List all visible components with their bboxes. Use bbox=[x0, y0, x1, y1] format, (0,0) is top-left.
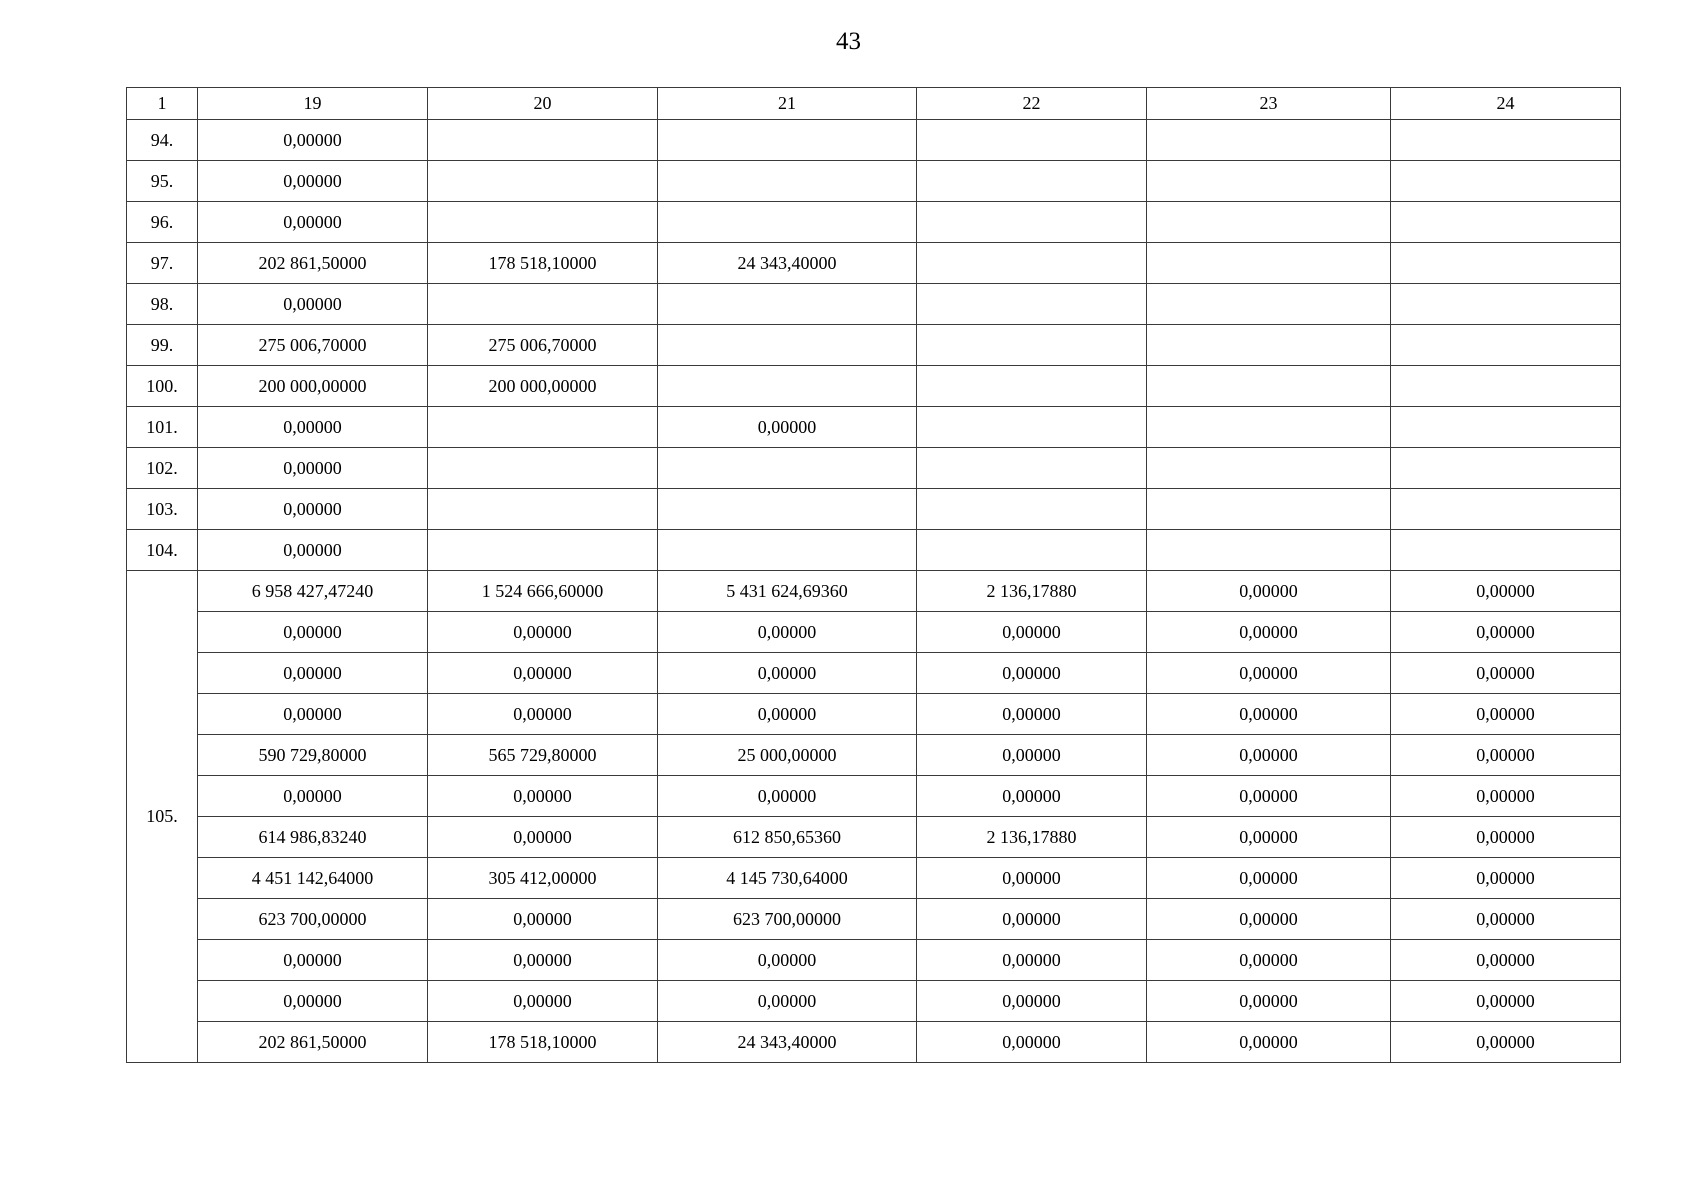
table-row bbox=[127, 120, 1621, 161]
table-cell: 202 861,50000 bbox=[198, 1022, 428, 1063]
table-cell: 0,00000 bbox=[658, 407, 917, 448]
table-cell: 0,00000 bbox=[1147, 899, 1391, 940]
table-row bbox=[127, 776, 1621, 817]
table-row bbox=[127, 366, 1621, 407]
table-cell: 0,00000 bbox=[1147, 776, 1391, 817]
table-cell: 0,00000 bbox=[428, 776, 658, 817]
row-number-cell: 101. bbox=[127, 407, 198, 448]
table-cell: 0,00000 bbox=[1147, 858, 1391, 899]
row-number-cell: 95. bbox=[127, 161, 198, 202]
table-cell bbox=[1147, 243, 1391, 284]
table-cell bbox=[917, 448, 1147, 489]
table-cell: 0,00000 bbox=[1147, 1022, 1391, 1063]
table-cell bbox=[1147, 366, 1391, 407]
table-cell: 612 850,65360 bbox=[658, 817, 917, 858]
table-cell bbox=[428, 120, 658, 161]
table-row bbox=[127, 1022, 1621, 1063]
table-cell: 0,00000 bbox=[658, 940, 917, 981]
row-number-cell: 100. bbox=[127, 366, 198, 407]
table-cell: 0,00000 bbox=[1391, 571, 1621, 612]
table-cell: 0,00000 bbox=[658, 694, 917, 735]
table-cell: 0,00000 bbox=[1147, 735, 1391, 776]
table-row bbox=[127, 653, 1621, 694]
table-cell: 0,00000 bbox=[198, 284, 428, 325]
page-number: 43 bbox=[836, 28, 861, 55]
table-cell bbox=[1147, 161, 1391, 202]
table-cell: 0,00000 bbox=[198, 120, 428, 161]
table-cell: 0,00000 bbox=[198, 694, 428, 735]
table-cell bbox=[1391, 448, 1621, 489]
header-cell: 22 bbox=[917, 88, 1147, 120]
table-cell: 0,00000 bbox=[1147, 981, 1391, 1022]
table-cell: 0,00000 bbox=[198, 407, 428, 448]
table-cell: 0,00000 bbox=[198, 448, 428, 489]
table-cell: 0,00000 bbox=[198, 202, 428, 243]
table-cell: 0,00000 bbox=[1391, 653, 1621, 694]
table-cell bbox=[658, 161, 917, 202]
table-cell bbox=[1147, 407, 1391, 448]
table-cell bbox=[917, 489, 1147, 530]
table-cell bbox=[917, 366, 1147, 407]
table-cell bbox=[917, 325, 1147, 366]
table-cell: 178 518,10000 bbox=[428, 243, 658, 284]
table-cell bbox=[917, 407, 1147, 448]
table-cell bbox=[1147, 202, 1391, 243]
table-cell bbox=[917, 243, 1147, 284]
table-cell bbox=[428, 202, 658, 243]
table-cell: 0,00000 bbox=[1147, 571, 1391, 612]
table-cell bbox=[428, 161, 658, 202]
table-cell: 0,00000 bbox=[1147, 612, 1391, 653]
table-cell: 0,00000 bbox=[658, 776, 917, 817]
table-cell: 275 006,70000 bbox=[198, 325, 428, 366]
table-cell: 0,00000 bbox=[1391, 735, 1621, 776]
table-row bbox=[127, 284, 1621, 325]
table-cell: 24 343,40000 bbox=[658, 1022, 917, 1063]
table-cell: 0,00000 bbox=[917, 858, 1147, 899]
table-row bbox=[127, 530, 1621, 571]
table-header-row bbox=[127, 88, 1621, 120]
table-cell bbox=[917, 120, 1147, 161]
header-cell: 19 bbox=[198, 88, 428, 120]
table-cell: 623 700,00000 bbox=[658, 899, 917, 940]
table-cell: 0,00000 bbox=[428, 899, 658, 940]
table-cell: 0,00000 bbox=[917, 776, 1147, 817]
table-cell: 200 000,00000 bbox=[198, 366, 428, 407]
table-cell: 2 136,17880 bbox=[917, 571, 1147, 612]
table-cell bbox=[1147, 489, 1391, 530]
table-cell bbox=[658, 284, 917, 325]
table-cell bbox=[917, 284, 1147, 325]
table-cell: 614 986,83240 bbox=[198, 817, 428, 858]
table-cell: 0,00000 bbox=[428, 817, 658, 858]
table-cell bbox=[1391, 366, 1621, 407]
header-cell: 1 bbox=[127, 88, 198, 120]
table-cell: 25 000,00000 bbox=[658, 735, 917, 776]
header-cell: 21 bbox=[658, 88, 917, 120]
table-cell: 0,00000 bbox=[1391, 858, 1621, 899]
table-row bbox=[127, 817, 1621, 858]
header-cell: 24 bbox=[1391, 88, 1621, 120]
table-cell bbox=[658, 325, 917, 366]
table-cell: 0,00000 bbox=[917, 612, 1147, 653]
table-row bbox=[127, 694, 1621, 735]
row-number-cell: 105. bbox=[127, 571, 198, 1063]
table-cell: 0,00000 bbox=[1147, 694, 1391, 735]
table-cell: 0,00000 bbox=[1147, 940, 1391, 981]
table-cell bbox=[658, 530, 917, 571]
table-row bbox=[127, 571, 1621, 612]
table-cell: 0,00000 bbox=[917, 940, 1147, 981]
table-cell: 0,00000 bbox=[658, 612, 917, 653]
table-cell: 0,00000 bbox=[917, 1022, 1147, 1063]
table-cell: 0,00000 bbox=[1391, 817, 1621, 858]
row-number-cell: 104. bbox=[127, 530, 198, 571]
table-cell: 0,00000 bbox=[1391, 776, 1621, 817]
table-cell bbox=[917, 161, 1147, 202]
table-cell: 0,00000 bbox=[1391, 694, 1621, 735]
table-cell bbox=[658, 448, 917, 489]
table-cell: 565 729,80000 bbox=[428, 735, 658, 776]
table-cell: 0,00000 bbox=[428, 981, 658, 1022]
row-number-cell: 99. bbox=[127, 325, 198, 366]
table-cell bbox=[1147, 325, 1391, 366]
header-cell: 20 bbox=[428, 88, 658, 120]
table-cell: 202 861,50000 bbox=[198, 243, 428, 284]
row-number-cell: 96. bbox=[127, 202, 198, 243]
table-cell: 0,00000 bbox=[198, 940, 428, 981]
table-cell: 0,00000 bbox=[917, 653, 1147, 694]
table-cell bbox=[917, 530, 1147, 571]
table-cell: 0,00000 bbox=[198, 776, 428, 817]
row-number-cell: 94. bbox=[127, 120, 198, 161]
table-row bbox=[127, 735, 1621, 776]
table-cell: 24 343,40000 bbox=[658, 243, 917, 284]
table-cell bbox=[1391, 161, 1621, 202]
data-table bbox=[126, 87, 1621, 1063]
table-cell: 4 451 142,64000 bbox=[198, 858, 428, 899]
table-row bbox=[127, 899, 1621, 940]
row-number-cell: 98. bbox=[127, 284, 198, 325]
table-cell bbox=[658, 120, 917, 161]
table-cell: 0,00000 bbox=[428, 694, 658, 735]
table-cell bbox=[658, 366, 917, 407]
table-cell: 0,00000 bbox=[1391, 981, 1621, 1022]
table-cell: 0,00000 bbox=[1391, 940, 1621, 981]
table-cell bbox=[1391, 407, 1621, 448]
table-cell: 0,00000 bbox=[1147, 653, 1391, 694]
table-cell: 0,00000 bbox=[1147, 817, 1391, 858]
table-cell: 0,00000 bbox=[1391, 899, 1621, 940]
table-row bbox=[127, 448, 1621, 489]
table-cell bbox=[1147, 120, 1391, 161]
table-cell: 6 958 427,47240 bbox=[198, 571, 428, 612]
table-cell: 2 136,17880 bbox=[917, 817, 1147, 858]
table-cell bbox=[1147, 530, 1391, 571]
table-cell: 0,00000 bbox=[917, 735, 1147, 776]
table-cell: 0,00000 bbox=[1391, 612, 1621, 653]
row-number-cell: 103. bbox=[127, 489, 198, 530]
table-row bbox=[127, 489, 1621, 530]
table-row bbox=[127, 940, 1621, 981]
table-cell: 0,00000 bbox=[198, 161, 428, 202]
table-cell: 623 700,00000 bbox=[198, 899, 428, 940]
table-cell bbox=[1391, 489, 1621, 530]
table-body bbox=[127, 88, 1621, 1063]
table-row bbox=[127, 858, 1621, 899]
row-number-cell: 97. bbox=[127, 243, 198, 284]
table-cell: 0,00000 bbox=[198, 653, 428, 694]
table-row bbox=[127, 407, 1621, 448]
table-cell bbox=[428, 407, 658, 448]
table-row bbox=[127, 161, 1621, 202]
table-cell: 0,00000 bbox=[658, 653, 917, 694]
table-cell: 0,00000 bbox=[428, 653, 658, 694]
table-cell bbox=[1391, 530, 1621, 571]
table-cell: 0,00000 bbox=[428, 940, 658, 981]
table-cell bbox=[428, 284, 658, 325]
table-row bbox=[127, 325, 1621, 366]
table-cell: 0,00000 bbox=[917, 899, 1147, 940]
table-cell: 590 729,80000 bbox=[198, 735, 428, 776]
table-cell: 275 006,70000 bbox=[428, 325, 658, 366]
table-cell: 0,00000 bbox=[198, 530, 428, 571]
table-cell: 0,00000 bbox=[198, 612, 428, 653]
table-row bbox=[127, 243, 1621, 284]
table-cell bbox=[658, 202, 917, 243]
header-cell: 23 bbox=[1147, 88, 1391, 120]
table-cell: 0,00000 bbox=[428, 612, 658, 653]
table-cell bbox=[1391, 243, 1621, 284]
table-cell: 0,00000 bbox=[198, 981, 428, 1022]
table-cell bbox=[917, 202, 1147, 243]
table-cell: 0,00000 bbox=[1391, 1022, 1621, 1063]
table-row bbox=[127, 981, 1621, 1022]
table-cell bbox=[1391, 202, 1621, 243]
table-row bbox=[127, 202, 1621, 243]
table-cell bbox=[1391, 325, 1621, 366]
table-cell bbox=[428, 489, 658, 530]
table-row bbox=[127, 612, 1621, 653]
table-cell: 0,00000 bbox=[917, 694, 1147, 735]
table-cell bbox=[428, 448, 658, 489]
table-cell: 200 000,00000 bbox=[428, 366, 658, 407]
table-cell: 0,00000 bbox=[198, 489, 428, 530]
table-cell bbox=[1147, 448, 1391, 489]
table-cell: 0,00000 bbox=[658, 981, 917, 1022]
table-cell: 5 431 624,69360 bbox=[658, 571, 917, 612]
table-cell: 305 412,00000 bbox=[428, 858, 658, 899]
table-cell: 1 524 666,60000 bbox=[428, 571, 658, 612]
table-cell bbox=[658, 489, 917, 530]
table-cell: 178 518,10000 bbox=[428, 1022, 658, 1063]
table-cell bbox=[1147, 284, 1391, 325]
table-cell bbox=[428, 530, 658, 571]
row-number-cell: 102. bbox=[127, 448, 198, 489]
table-cell bbox=[1391, 120, 1621, 161]
table-cell bbox=[1391, 284, 1621, 325]
table-cell: 4 145 730,64000 bbox=[658, 858, 917, 899]
table-cell: 0,00000 bbox=[917, 981, 1147, 1022]
